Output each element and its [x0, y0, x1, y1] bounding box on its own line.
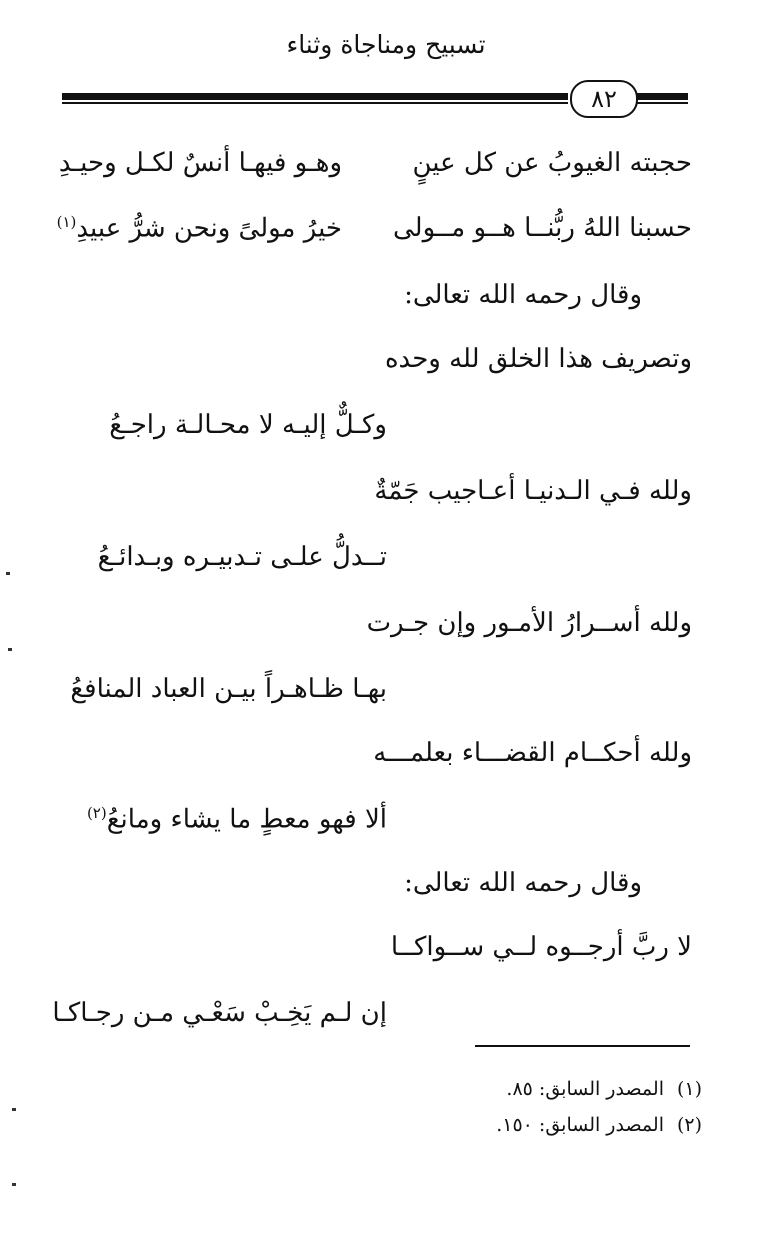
- poem2-line-5: ولله أســرارُ الأمـور وإن جـرت: [366, 608, 692, 638]
- poem1-line2-left: [57, 213, 342, 244]
- scan-speck: [12, 1183, 16, 1186]
- poem2-line-6: بهـا ظـاهـراً بيـن العباد المنافعُ: [70, 674, 387, 704]
- footnote-2-number: (٢): [676, 1114, 702, 1136]
- header-rule-thin: [62, 102, 568, 104]
- poem1-line1-left: وهـو فيهـا أنسٌ لكـل وحيـدِ: [58, 148, 342, 178]
- poem2-line-4: تــدلُّ علـى تـدبيـره وبـدائـعُ: [97, 542, 387, 572]
- footnote-2-text: المصدر السابق: ١٥٠.: [496, 1114, 664, 1136]
- poem2-line-2: وكـلٌّ إليـه لا محـالـة راجـعُ: [109, 410, 387, 440]
- poem3-line-2: إن لـم يَخِـبْ سَعْـي مـن رجـاكـا: [52, 998, 387, 1028]
- poem2-intro: وقال رحمه الله تعالى:: [404, 280, 642, 310]
- poem1-line2-left-text: خيرُ مولىً ونحن شرُّ عبيدِ: [76, 213, 342, 244]
- running-title: تسبيح ومناجاة وثناء: [286, 30, 486, 59]
- header-rule-thick: [62, 93, 568, 100]
- poem2-line-8: [87, 804, 387, 835]
- header-rule-right-thin: [636, 102, 688, 104]
- poem2-line-1: وتصريف هذا الخلق لله وحده: [384, 344, 692, 374]
- poem1-line1-right: حجبته الغيوبُ عن كل عينٍ: [412, 148, 692, 178]
- footnote-separator: [475, 1045, 690, 1047]
- poem1-line2-right: حسبنا اللهُ ربُّنــا هــو مــولى: [393, 213, 692, 243]
- footnote-marker-2: (٢): [86, 804, 107, 822]
- footnote-1: [506, 1078, 702, 1100]
- header-rule-right-thick: [636, 93, 688, 100]
- page-number: ٨٢: [570, 80, 638, 118]
- scan-speck: [6, 572, 10, 575]
- poem2-line-3: ولله فـي الـدنيـا أعـاجيب جَمّةٌ: [374, 476, 692, 506]
- poem2-line-8-text: ألا فهو معطٍ ما يشاء ومانعُ: [106, 804, 387, 835]
- poem3-line-1: لا ربَّ أرجــوه لــي ســواكــا: [390, 932, 692, 962]
- poem3-intro: وقال رحمه الله تعالى:: [404, 868, 642, 898]
- footnote-2: [496, 1114, 702, 1136]
- scan-speck: [12, 1108, 16, 1111]
- footnote-1-number: (١): [676, 1078, 702, 1100]
- footnote-marker-1: (١): [56, 213, 77, 231]
- scan-speck: [8, 648, 12, 651]
- footnote-1-text: المصدر السابق: ٨٥.: [506, 1078, 664, 1100]
- poem2-line-7: ولله أحكــام القضـــاء بعلمـــه: [373, 738, 692, 768]
